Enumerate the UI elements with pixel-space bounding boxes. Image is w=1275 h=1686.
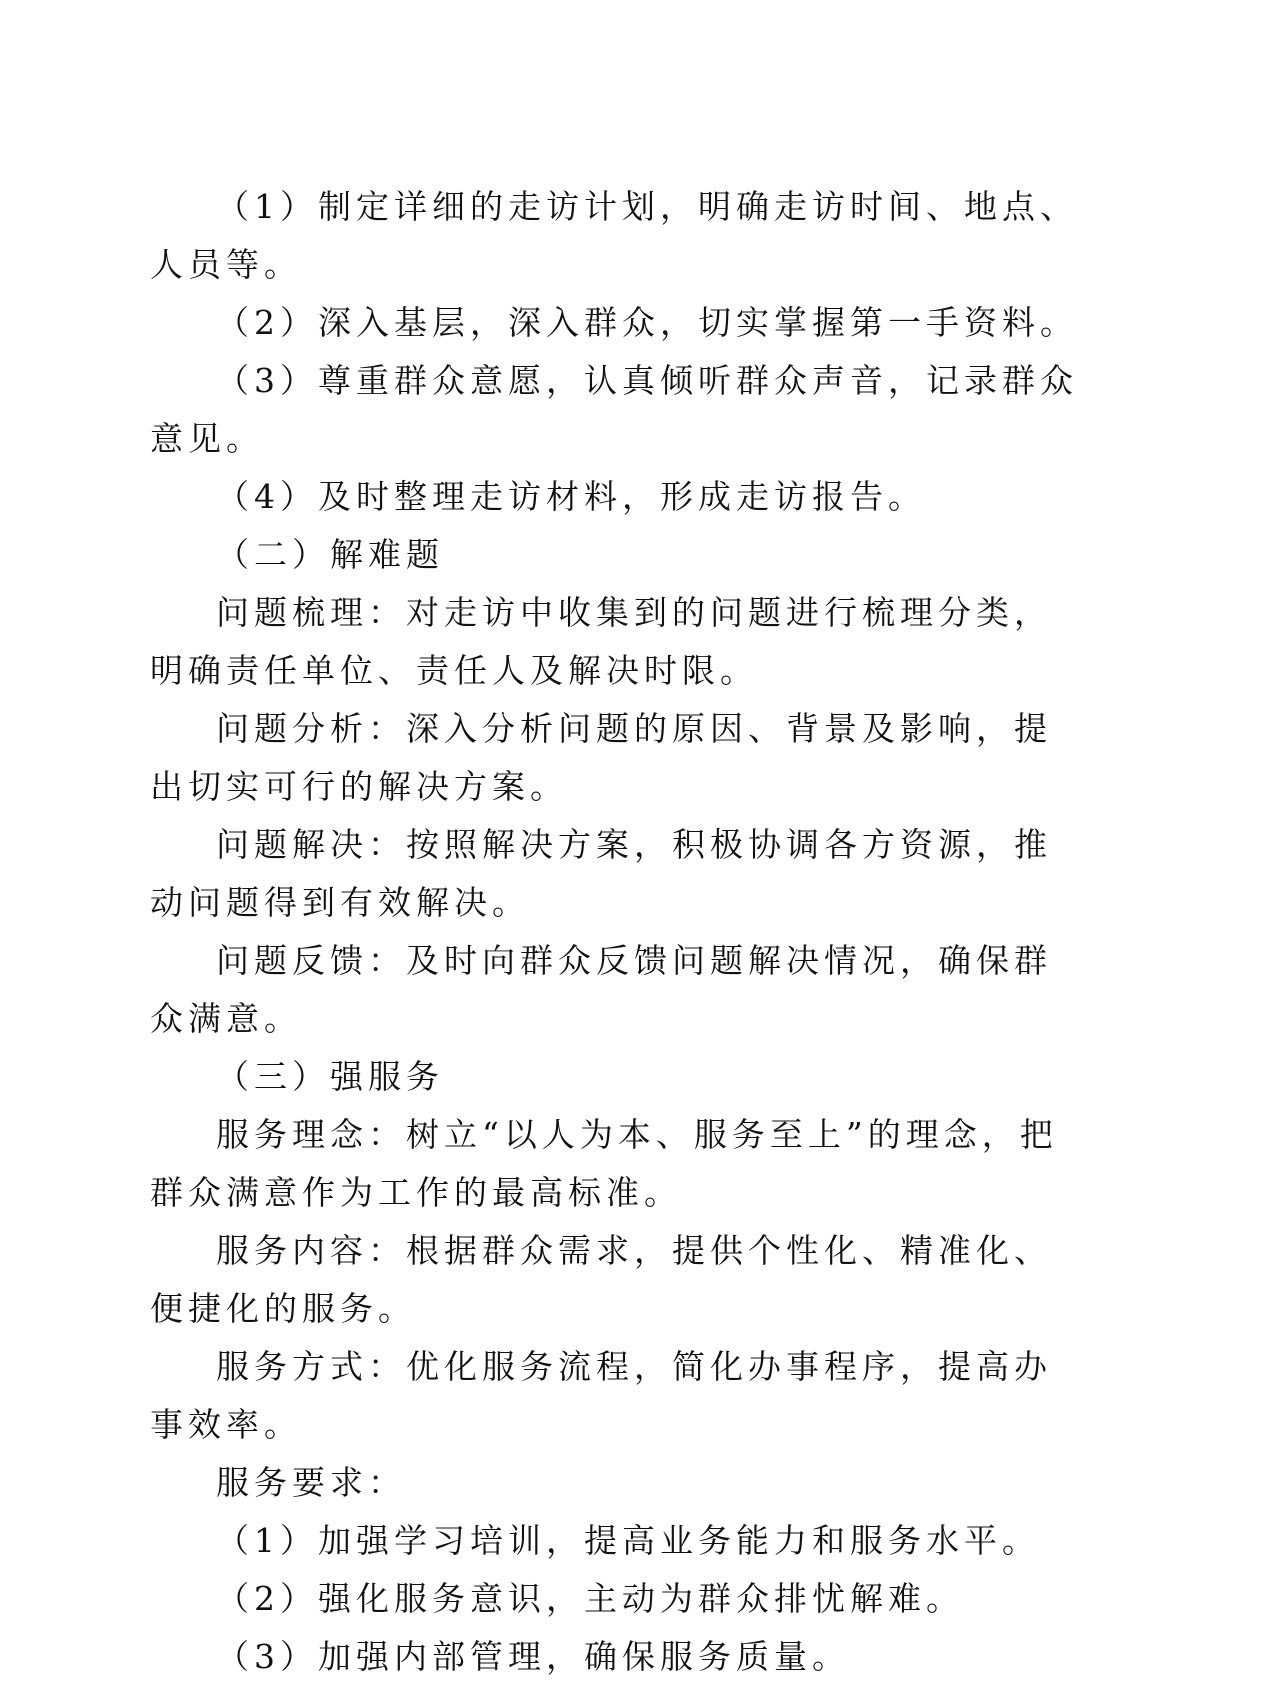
service-requirements-heading: 服务要求： xyxy=(216,1463,406,1502)
service-requirement-3: （3）加强内部管理，确保服务质量。 xyxy=(216,1637,850,1676)
problem-solving-paragraph: 问题解决：按照解决方案，积极协调各方资源，推动问题得到有效解决。 xyxy=(150,825,1052,922)
visit-step-4: （4）及时整理走访材料，形成走访报告。 xyxy=(216,477,926,516)
document-body xyxy=(150,178,1082,1686)
visit-step-3: （3）尊重群众意愿，认真倾听群众声音，记录群众意见。 xyxy=(150,361,1078,458)
service-method-paragraph: 服务方式：优化服务流程，简化办事程序，提高办事效率。 xyxy=(150,1347,1052,1444)
service-concept-paragraph: 服务理念：树立“以人为本、服务至上”的理念，把群众满意作为工作的最高标准。 xyxy=(150,1115,1058,1212)
section-heading-strengthen-service: （三）强服务 xyxy=(216,1057,444,1096)
problem-analysis-paragraph: 问题分析：深入分析问题的原因、背景及影响，提出切实可行的解决方案。 xyxy=(150,709,1052,806)
section-heading-solve-problems: （二）解难题 xyxy=(216,535,444,574)
problem-feedback-paragraph: 问题反馈：及时向群众反馈问题解决情况，确保群众满意。 xyxy=(150,941,1052,1038)
service-content-paragraph: 服务内容：根据群众需求，提供个性化、精准化、便捷化的服务。 xyxy=(150,1231,1052,1328)
visit-step-1: （1）制定详细的走访计划，明确走访时间、地点、人员等。 xyxy=(150,187,1078,284)
visit-step-2: （2）深入基层，深入群众，切实掌握第一手资料。 xyxy=(216,303,1078,342)
service-requirement-1: （1）加强学习培训，提高业务能力和服务水平。 xyxy=(216,1521,1040,1560)
service-requirement-2: （2）强化服务意识，主动为群众排忧解难。 xyxy=(216,1579,964,1618)
problem-sorting-paragraph: 问题梳理：对走访中收集到的问题进行梳理分类，明确责任单位、责任人及解决时限。 xyxy=(150,593,1052,690)
